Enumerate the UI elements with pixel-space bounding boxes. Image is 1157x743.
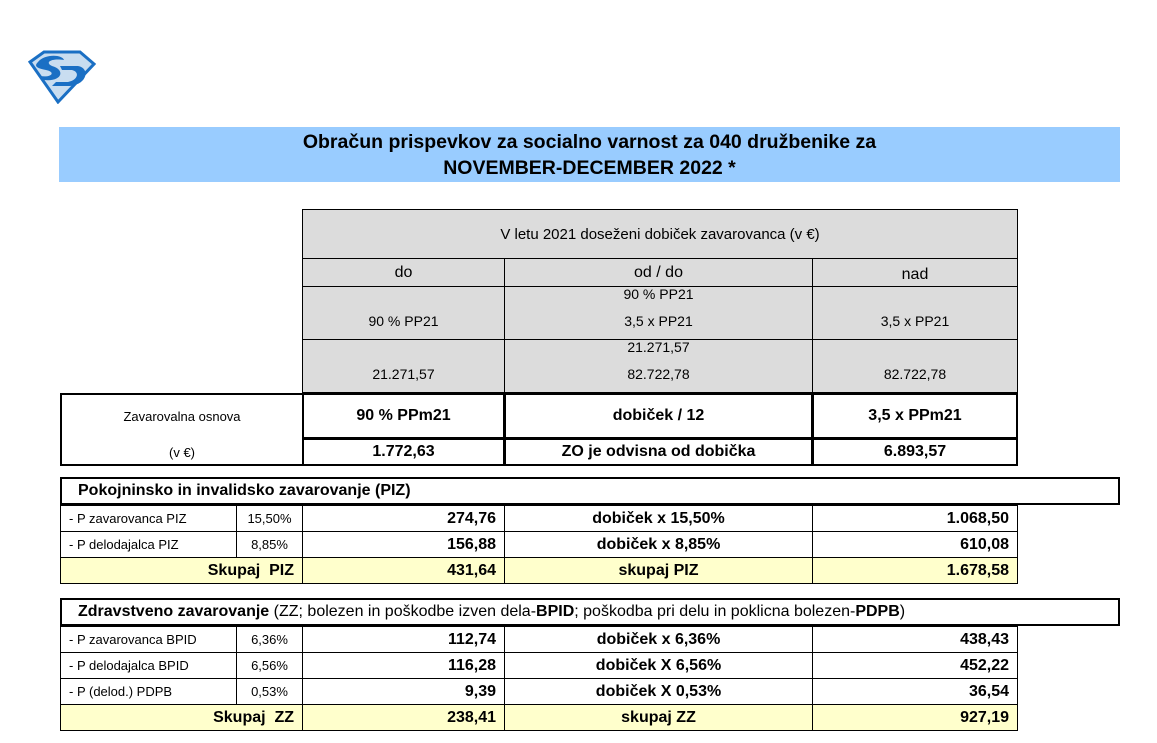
zz-row-formula: dobiček X 6,56%: [504, 652, 813, 679]
sd-logo-icon: [22, 48, 96, 104]
zz-total-min: 238,41: [302, 704, 505, 731]
piz-row-rate: 8,85%: [236, 531, 303, 558]
title-line-1: Obračun prispevkov za socialno varnost za 040 družbenike za: [302, 131, 877, 153]
zz-total-formula: skupaj ZZ: [504, 704, 813, 731]
basis-label: Zavarovalna osnova: [123, 409, 241, 424]
value-do: 21.271,57: [302, 339, 505, 393]
zz-row-min: 116,28: [302, 652, 505, 679]
piz-total-formula: skupaj PIZ: [504, 557, 813, 584]
piz-row-max: 610,08: [812, 531, 1018, 558]
basis-value-min: 1.772,63: [302, 438, 505, 466]
basis-formula-max: 3,5 x PPm21: [812, 393, 1018, 439]
basis-value-max: 6.893,57: [812, 438, 1018, 466]
piz-row-min: 156,88: [302, 531, 505, 558]
zz-row-rate: 0,53%: [236, 678, 303, 705]
title-line-2: NOVEMBER-DECEMBER 2022 *: [443, 157, 736, 179]
zz-row-label: - P (delod.) PDPB: [60, 678, 237, 705]
zz-row-label: - P delodajalca BPID: [60, 652, 237, 679]
col-do: do: [302, 258, 505, 287]
piz-row-label: - P zavarovanca PIZ: [60, 505, 237, 532]
zz-row-max: 36,54: [812, 678, 1018, 705]
piz-row-label: - P delodajalca PIZ: [60, 531, 237, 558]
zz-row-max: 438,43: [812, 626, 1018, 653]
zz-total-max: 927,19: [812, 704, 1018, 731]
zz-row-rate: 6,36%: [236, 626, 303, 653]
piz-row-formula: dobiček x 15,50%: [504, 505, 813, 532]
zz-total-label: Skupaj ZZ: [60, 704, 303, 731]
col-nad: nad: [812, 258, 1018, 287]
formula-od-do: 90 % PP21 3,5 x PP21: [504, 286, 813, 340]
zz-row-max: 452,22: [812, 652, 1018, 679]
basis-value-mid: ZO je odvisna od dobička: [504, 438, 813, 466]
zz-row-min: 112,74: [302, 626, 505, 653]
income-header: V letu 2021 doseženi dobiček zavarovanca (v €): [302, 209, 1018, 259]
zz-row-label: - P zavarovanca BPID: [60, 626, 237, 653]
piz-row-formula: dobiček x 8,85%: [504, 531, 813, 558]
basis-unit: (v €): [169, 445, 195, 460]
basis-formula-mid: dobiček / 12: [504, 393, 813, 439]
piz-total-min: 431,64: [302, 557, 505, 584]
col-od-do: od / do: [504, 258, 813, 287]
basis-label-cell: [60, 393, 303, 466]
formula-nad: 3,5 x PP21: [812, 286, 1018, 340]
value-nad: 82.722,78: [812, 339, 1018, 393]
piz-total-max: 1.678,58: [812, 557, 1018, 584]
formula-do: 90 % PP21: [302, 286, 505, 340]
piz-total-label: Skupaj PIZ: [60, 557, 303, 584]
basis-formula-min: 90 % PPm21: [302, 393, 505, 439]
piz-heading: Pokojninsko in invalidsko zavarovanje (PIZ): [60, 477, 1120, 505]
piz-row-min: 274,76: [302, 505, 505, 532]
zz-row-min: 9,39: [302, 678, 505, 705]
value-od-do: 21.271,57 82.722,78: [504, 339, 813, 393]
page-title: [59, 127, 1120, 182]
zz-row-formula: dobiček x 6,36%: [504, 626, 813, 653]
piz-row-rate: 15,50%: [236, 505, 303, 532]
zz-row-rate: 6,56%: [236, 652, 303, 679]
zz-row-formula: dobiček X 0,53%: [504, 678, 813, 705]
piz-row-max: 1.068,50: [812, 505, 1018, 532]
zz-heading: Zdravstveno zavarovanje (ZZ; bolezen in poškodbe izven dela- BPID ; poškodba pri delu in poklicna bolezen- PDPB ): [60, 598, 1120, 626]
